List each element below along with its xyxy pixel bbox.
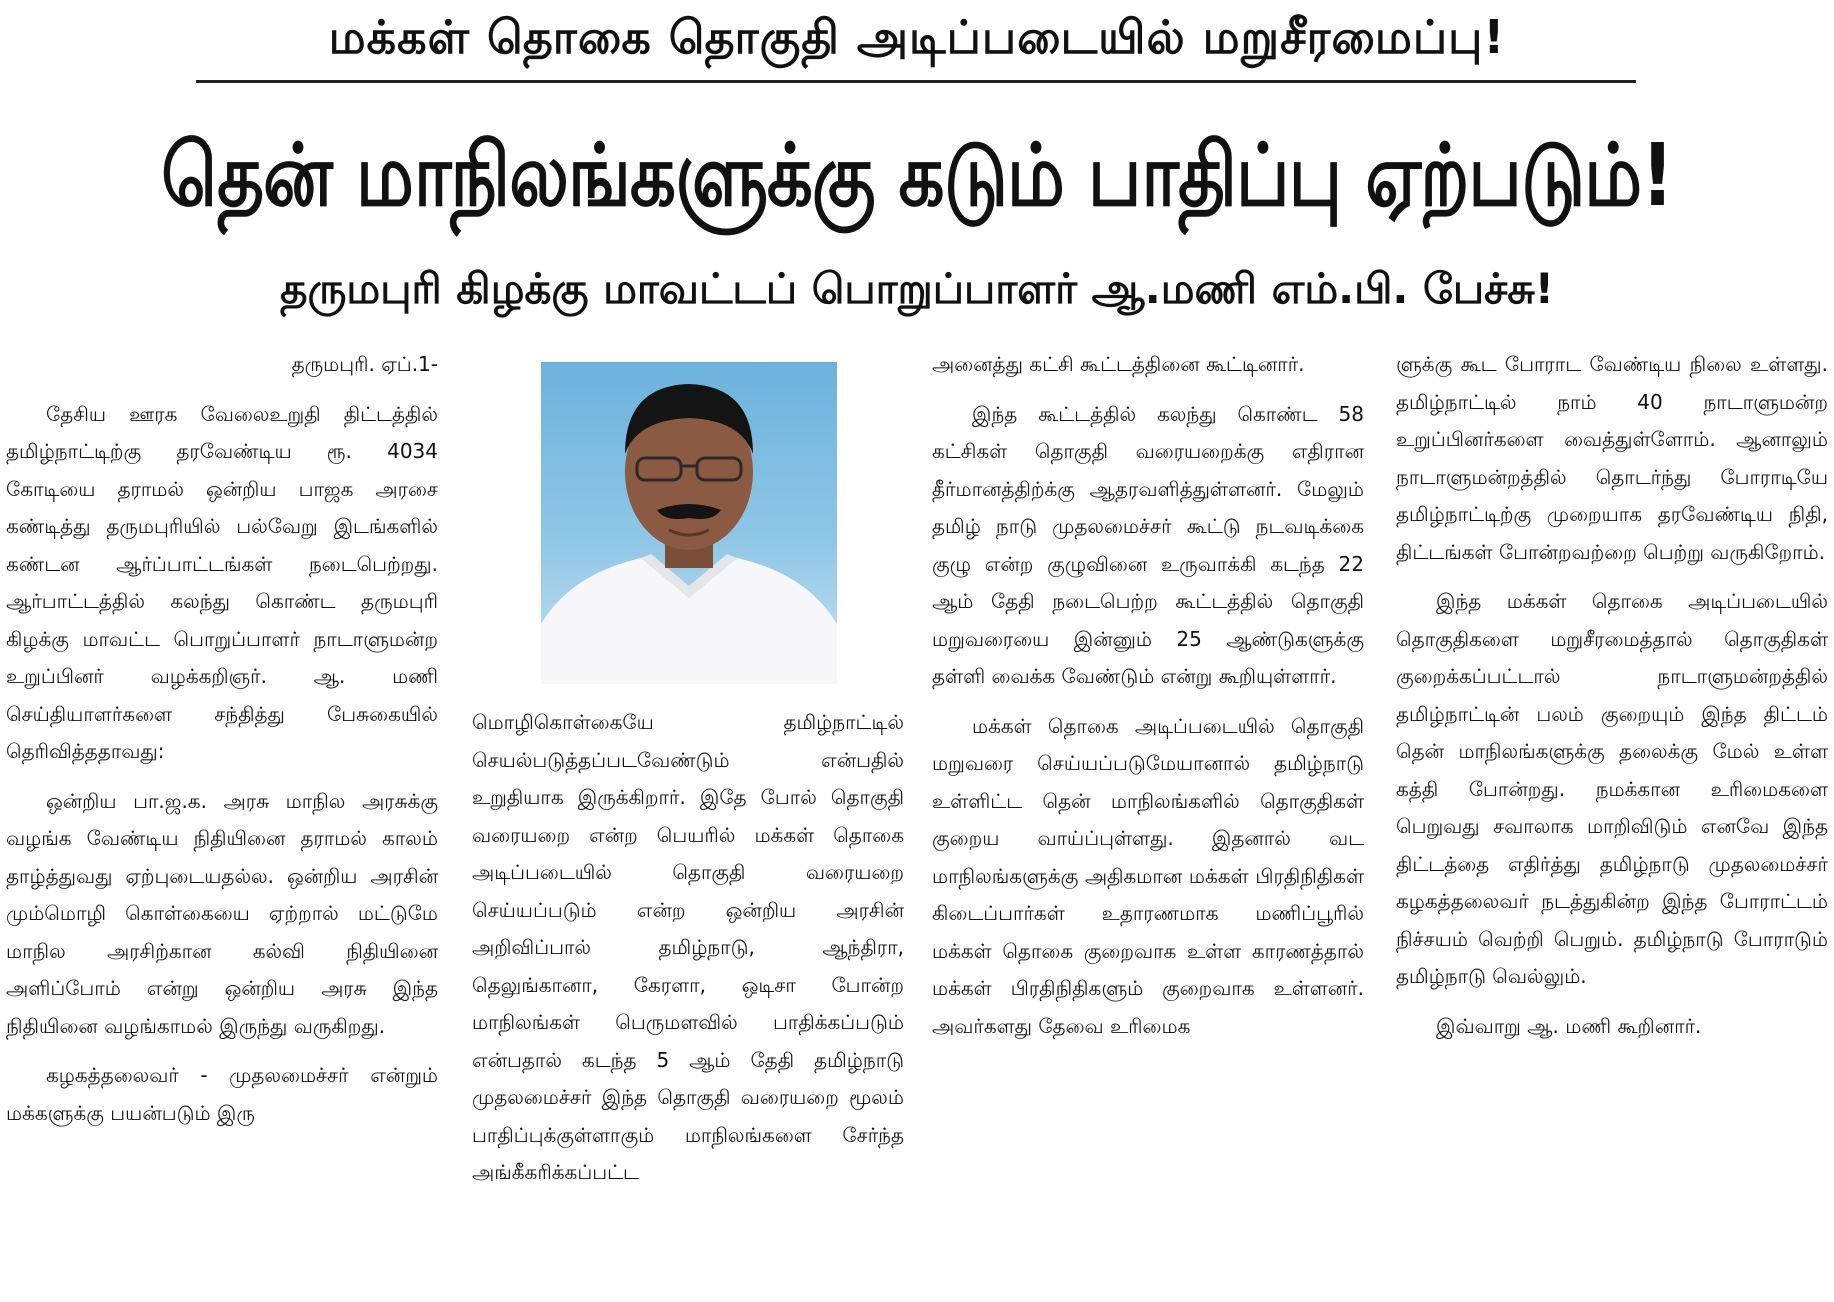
paragraph: கழகத்தலைவர் - முதலமைச்சர் என்றும் மக்களுக்கு பயன்படும் இரு bbox=[6, 1063, 438, 1125]
headline-sub: தருமபுரி கிழக்கு மாவட்டப் பொறுப்பாளர் ஆ.மணி எம்.பி. பேச்சு! bbox=[280, 264, 1554, 313]
article-column-3 bbox=[932, 346, 1364, 1045]
paragraph: அனைத்து கட்சி கூட்டத்தினை கூட்டினார். bbox=[932, 352, 1305, 376]
paragraph: மக்கள் தொகை அடிப்படையில் தொகுதி மறுவரை செய்யப்படுமேயானால் தமிழ்நாடு உள்ளிட்ட தென் மாநிலங்களில் தொகுதிகள் குறைய வாய்ப்புள்ளது. இதனால் வட மாநிலங்களுக்கு அதிகமான மக்கள் பிரதிநிதிகள் கிடைப்பார்கள் உதாரணமாக மணிப்பூரில் மக்கள் தொகை குறைவாக உள்ள காரணத்தால் மக்கள் பிரதிநிதிகளும் குறைவாக உள்ளனர். அவர்களது தேவை உரிமைக bbox=[932, 713, 1364, 1038]
dateline: தருமபுரி. ஏப்.1- bbox=[291, 352, 438, 376]
paragraph: இவ்வாறு ஆ. மணி கூறினார். bbox=[1436, 1013, 1702, 1038]
paragraph: மொழிகொள்கையே தமிழ்நாட்டில் செயல்படுத்தப்படவேண்டும் என்பதில் உறுதியாக இருக்கிறார். இதே போல் தொகுதி வரையறை என்ற பெயரில் மக்கள் தொகை அடிப்படையில் தொகுதி வரையறை செய்யப்படும் என்ற ஒன்றிய அரசின் அறிவிப்பால் தமிழ்நாடு, ஆந்திரா, தெலுங்கானா, கேரளா, ஒடிசா போன்ற மாநிலங்கள் பெருமளவில் பாதிக்கப்படும் என்பதால் கடந்த 5 ஆம் தேதி தமிழ்நாடு முதலமைச்சர் இந்த தொகுதி வரையறை மூலம் பாதிப்புக்குள்ளாகும் மாநிலங்களை சேர்ந்த அங்கீகரிக்கப்பட்ட bbox=[472, 710, 904, 1184]
headline-kicker: மக்கள் தொகை தொகுதி அடிப்படையில் மறுசீரமைப்பு! bbox=[328, 10, 1506, 64]
headline-rule bbox=[196, 80, 1636, 83]
paragraph: இந்த கூட்டத்தில் கலந்து கொண்ட 58 கட்சிகள் தொகுதி வரையறைக்கு எதிரான தீர்மானத்திற்க்கு ஆதரவளித்துள்ளனர். மேலும் தமிழ் நாடு முதலமைச்சர் கூட்டு நடவடிக்கை குழு என்ற குழுவினை உருவாக்கி கடந்த 22 ஆம் தேதி நடைபெற்ற கூட்டத்தில் தொகுதி மறுவரையை இன்னும் 25 ஆண்டுகளுக்கு தள்ளி வைக்க வேண்டும் என்று கூறியுள்ளார். bbox=[932, 401, 1364, 688]
paragraph: ளுக்கு கூட போராட வேண்டிய நிலை உள்ளது. தமிழ்நாட்டில் நாம் 40 நாடாளுமன்ற உறுப்பினர்களை வைத்துள்ளோம். ஆனாலும் நாடாளுமன்றத்தில் தொடர்ந்து போராடியே தமிழ்நாட்டிற்கு முறையாக தரவேண்டிய நிதி, திட்டங்கள் போன்றவற்றை பெற்று வருகிறோம். bbox=[1396, 352, 1828, 564]
article-column-4 bbox=[1396, 346, 1828, 1045]
portrait-illustration bbox=[541, 362, 837, 684]
article-column-2 bbox=[472, 704, 904, 1192]
headline-main: தென் மாநிலங்களுக்கு கடும் பாதிப்பு ஏற்படும்! bbox=[161, 124, 1673, 226]
portrait-photo bbox=[541, 362, 837, 684]
article-column-1 bbox=[6, 346, 438, 1132]
paragraph: இந்த மக்கள் தொகை அடிப்படையில் தொகுதிகளை மறுசீரமைத்தால் தொகுதிகள் குறைக்கப்பட்டால் நாடாளுமன்றத்தில் தமிழ்நாட்டின் பலம் குறையும் இந்த திட்டம் தென் மாநிலங்களுக்கு தலைக்கு மேல் உள்ள கத்தி போன்றது. நமக்கான உரிமைகளை பெறுவது சவாலாக மாறிவிடும் எனவே இந்த திட்டத்தை எதிர்த்து தமிழ்நாடு முதலமைச்சர் கழகத்தலைவர் நடத்துகின்ற இந்த போராட்டம் நிச்சயம் வெற்றி பெறும். தமிழ்நாடு போராடும் தமிழ்நாடு வெல்லும். bbox=[1396, 589, 1828, 988]
paragraph: தேசிய ஊரக வேலைஉறுதி திட்டத்தில் தமிழ்நாட்டிற்கு தரவேண்டிய ரூ. 4034 கோடியை தராமல் ஒன்றிய பாஜக அரசை கண்டித்து தருமபுரியில் பல்வேறு இடங்களில் கண்டன ஆர்ப்பாட்டங்கள் நடைபெற்றது. ஆர்பாட்டத்தில் கலந்து கொண்ட தருமபுரி கிழக்கு மாவட்ட பொறுப்பாளர் நாடாளுமன்ற உறுப்பினர் வழக்கறிஞர். ஆ. மணி செய்தியாளர்களை சந்தித்து பேசுகையில் தெரிவித்ததாவது: bbox=[6, 401, 438, 763]
paragraph: ஒன்றிய பா.ஜ.க. அரசு மாநில அரசுக்கு வழங்க வேண்டிய நிதியினை தராமல் காலம் தாழ்த்துவது ஏற்புடையதல்ல. ஒன்றிய அரசின் மும்மொழி கொள்கையை ஏற்றால் மட்டுமே மாநில அரசிற்கான கல்வி நிதியினை அளிப்போம் என்று ஒன்றிய அரசு இந்த நிதியினை வழங்காமல் இருந்து வருகிறது. bbox=[6, 788, 438, 1038]
